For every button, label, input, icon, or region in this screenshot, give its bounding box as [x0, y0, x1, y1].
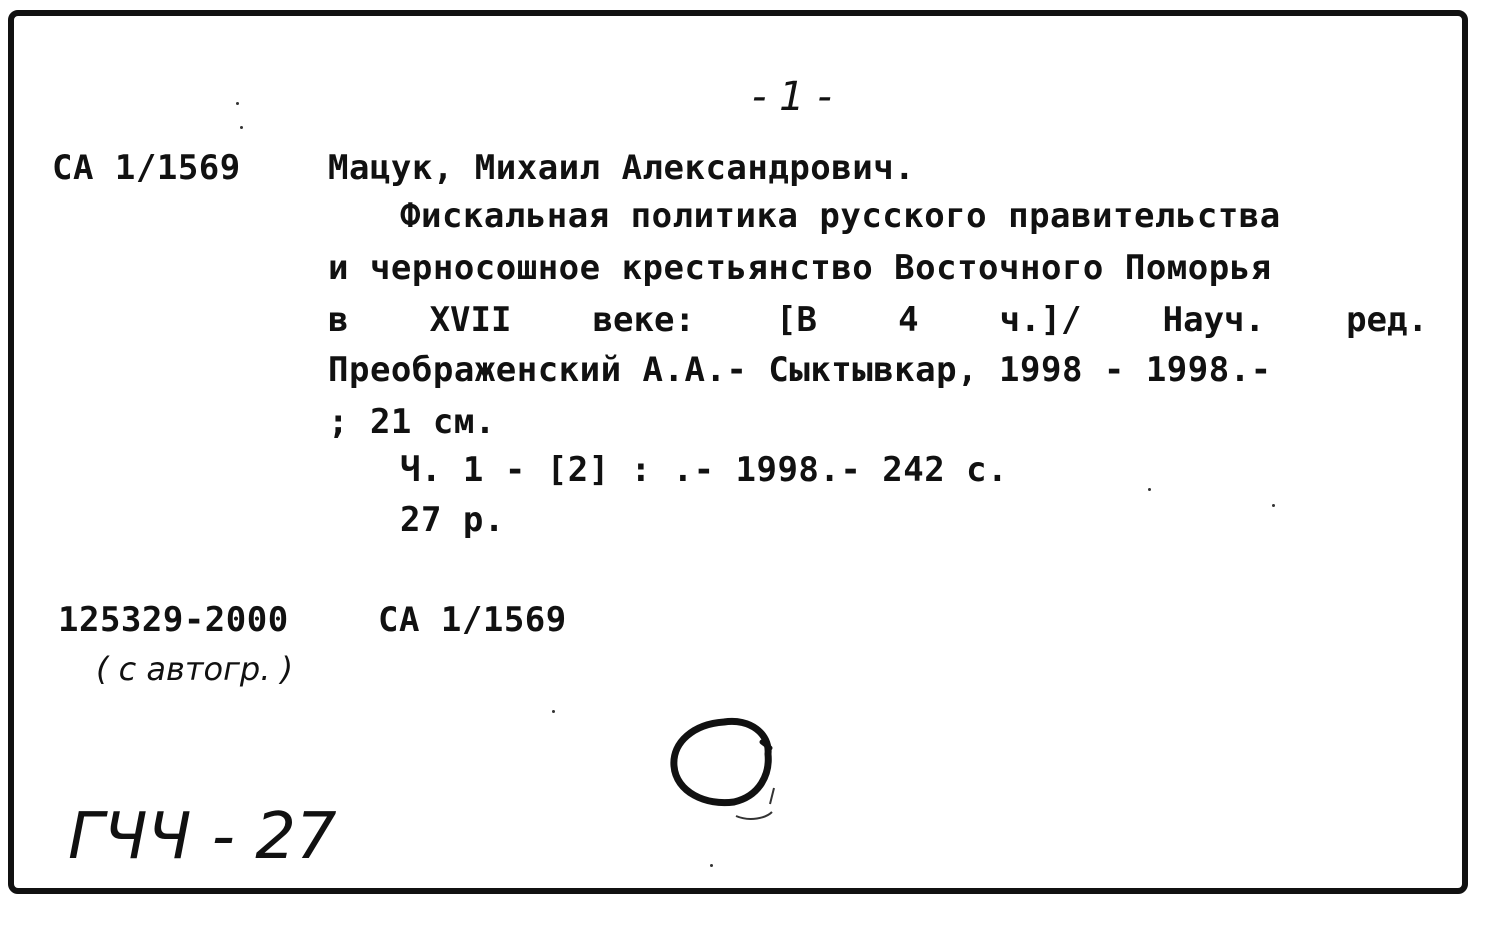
title-word: веке:: [592, 300, 695, 340]
inventory-number: 125329-2000: [58, 600, 289, 640]
circle-stamp-mark: [666, 712, 786, 832]
title-line-2: и черносошное крестьянство Восточного Поморья: [328, 248, 1272, 288]
title-line-1: Фискальная политика русского правительства: [400, 196, 1281, 236]
shelf-mark-bottom: СА 1/1569: [378, 600, 567, 640]
author-heading: Мацук, Михаил Александрович.: [328, 148, 916, 188]
dust-speck: [1272, 504, 1275, 507]
title-word: ред.: [1346, 300, 1428, 340]
title-word: в: [328, 300, 349, 340]
part-line: Ч. 1 - [2] : .- 1998.- 242 с.: [400, 450, 1009, 490]
autograph-note: ( с автогр. ): [96, 650, 294, 688]
title-word: ч.]/: [999, 300, 1082, 340]
dust-speck: [1148, 488, 1151, 491]
dust-speck: [236, 102, 239, 105]
size-line: ; 21 см.: [328, 402, 496, 442]
dust-speck: [240, 126, 243, 129]
title-word: Науч.: [1162, 300, 1265, 340]
title-word: 4: [898, 300, 919, 340]
dust-speck: [552, 710, 555, 713]
price-line: 27 р.: [400, 500, 505, 540]
imprint-line: Преображенский А.А.- Сыктывкар, 1998 - 1998.-: [328, 350, 1272, 390]
dust-speck: [710, 864, 713, 867]
title-line-3: [328, 300, 1428, 340]
page-number: - 1 -: [752, 74, 832, 120]
shelf-mark: СА 1/1569: [52, 148, 241, 188]
handwritten-code: ГЧЧ - 27: [68, 800, 337, 874]
title-word: [В: [776, 300, 817, 340]
title-word: XVII: [429, 300, 512, 340]
